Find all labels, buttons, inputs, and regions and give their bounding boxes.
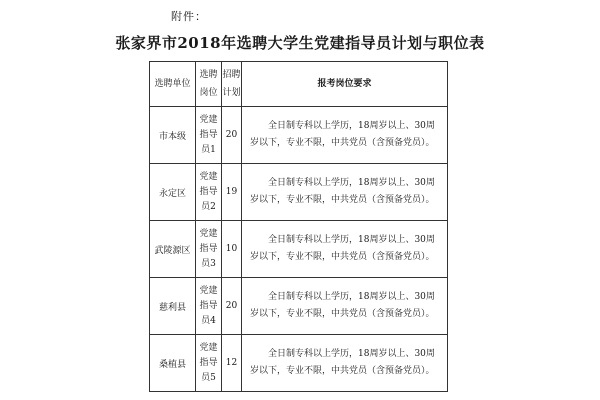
- cell-plan: 20: [222, 278, 242, 335]
- cell-requirement: [242, 107, 448, 164]
- cell-requirement: [242, 278, 448, 335]
- cell-position: 党建指导员2: [196, 164, 222, 221]
- table-row: [150, 221, 448, 278]
- cell-position: 党建指导员1: [196, 107, 222, 164]
- page-title: 张家界市2018年选聘大学生党建指导员计划与职位表: [115, 34, 485, 52]
- table-row: [150, 278, 448, 335]
- cell-unit: 桑植县: [150, 335, 196, 392]
- cell-unit: 武陵源区: [150, 221, 196, 278]
- cell-requirement: [242, 335, 448, 392]
- table-row: [150, 164, 448, 221]
- cell-position: 党建指导员5: [196, 335, 222, 392]
- header-plan: 招聘计划: [222, 62, 242, 107]
- cell-position: 党建指导员4: [196, 278, 222, 335]
- requirement-text: 全日制专科以上学历，18周岁以上、30周岁以下，专业不限，中共党员（含预备党员）。: [250, 235, 435, 262]
- header-position: 选聘岗位: [196, 62, 222, 107]
- recruitment-table: [149, 61, 448, 392]
- requirement-text: 全日制专科以上学历，18周岁以上、30周岁以下，专业不限，中共党员（含预备党员）。: [250, 349, 435, 376]
- table-row: [150, 107, 448, 164]
- requirement-text: 全日制专科以上学历，18周岁以上、30周岁以下，专业不限，中共党员（含预备党员）。: [250, 121, 435, 148]
- cell-plan: 10: [222, 221, 242, 278]
- cell-position: 党建指导员3: [196, 221, 222, 278]
- cell-plan: 19: [222, 164, 242, 221]
- header-requirement: 报考岗位要求: [242, 62, 448, 107]
- requirement-text: 全日制专科以上学历，18周岁以上、30周岁以下，专业不限，中共党员（含预备党员）。: [250, 292, 435, 319]
- cell-unit: 市本级: [150, 107, 196, 164]
- table-header-row: [150, 62, 448, 107]
- cell-requirement: [242, 164, 448, 221]
- cell-plan: 20: [222, 107, 242, 164]
- cell-requirement: [242, 221, 448, 278]
- table-row: [150, 335, 448, 392]
- requirement-text: 全日制专科以上学历，18周岁以上、30周岁以下，专业不限，中共党员（含预备党员）。: [250, 178, 435, 205]
- cell-plan: 12: [222, 335, 242, 392]
- cell-unit: 永定区: [150, 164, 196, 221]
- attachment-label: 附件：: [171, 10, 207, 23]
- cell-unit: 慈利县: [150, 278, 196, 335]
- header-unit: 选聘单位: [150, 62, 196, 107]
